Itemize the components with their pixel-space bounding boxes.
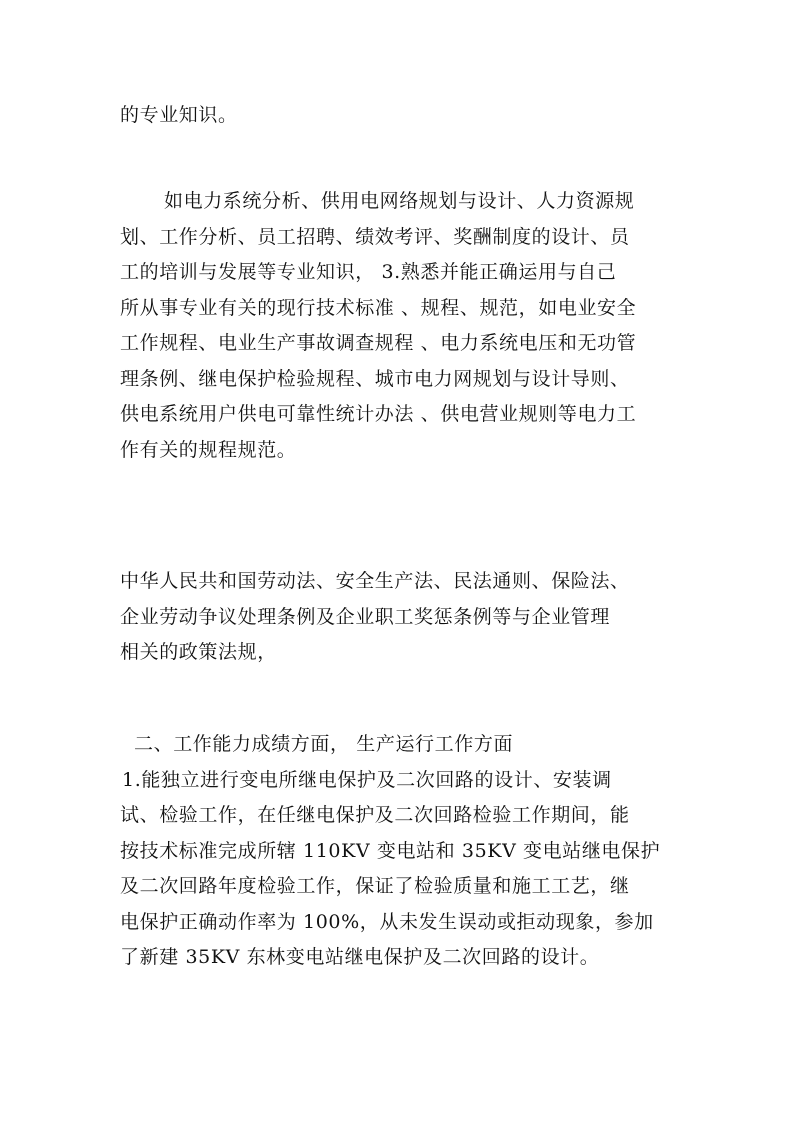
text-line: 及二次回路年度检验工作，保证了检验质量和施工工艺，继 xyxy=(120,875,630,897)
text-line: 了新建 35KV 东林变电站继电保护及二次回路的设计。 xyxy=(120,946,600,968)
text-line: 供电系统用户供电可靠性统计办法 、供电营业规则等电力工 xyxy=(120,403,637,425)
text-line: 理条例、继电保护检验规程、城市电力网规划与设计导则、 xyxy=(120,367,630,390)
text-line: 的专业知识。 xyxy=(120,104,238,126)
paragraph-professional-knowledge-list xyxy=(120,184,700,468)
text-line: 中华人民共和国劳动法、安全生产法、民法通则、保险法、 xyxy=(120,570,630,592)
text-line: 电保护正确动作率为 100%，从未发生误动或拒动现象，参加 xyxy=(120,910,654,933)
text-line: 1.能独立进行变电所继电保护及二次回路的设计、安装调 xyxy=(122,768,612,791)
text-line: 按技术标准完成所辖 110KV 变电站和 35KV 变电站继电保护 xyxy=(120,839,661,862)
section-heading: 二、工作能力成绩方面， 生产运行工作方面 xyxy=(134,733,514,755)
paragraph-professional-knowledge-end xyxy=(120,98,700,134)
text-line: 企业劳动争议处理条例及企业职工奖惩条例等与企业管理 xyxy=(120,605,611,628)
text-line: 作有关的规程规范。 xyxy=(120,438,297,461)
paragraph-laws-regulations xyxy=(120,564,700,671)
text-line: 如电力系统分析、供用电网络规划与设计、人力资源规 xyxy=(164,190,635,212)
text-line: 工的培训与发展等专业知识， 3.熟悉并能正确运用与自己 xyxy=(120,261,617,283)
text-line: 所从事专业有关的现行技术标准 、规程、规范，如电业安全 xyxy=(120,296,637,319)
text-line: 试、检验工作，在任继电保护及二次回路检验工作期间，能 xyxy=(120,804,630,826)
text-line: 划、工作分析、员工招聘、绩效考评、奖酬制度的设计、员 xyxy=(120,225,630,248)
paragraph-work-ability xyxy=(120,727,700,976)
text-line: 相关的政策法规， xyxy=(120,641,277,663)
text-line: 工作规程、电业生产事故调查规程 、电力系统电压和无功管 xyxy=(120,332,637,354)
